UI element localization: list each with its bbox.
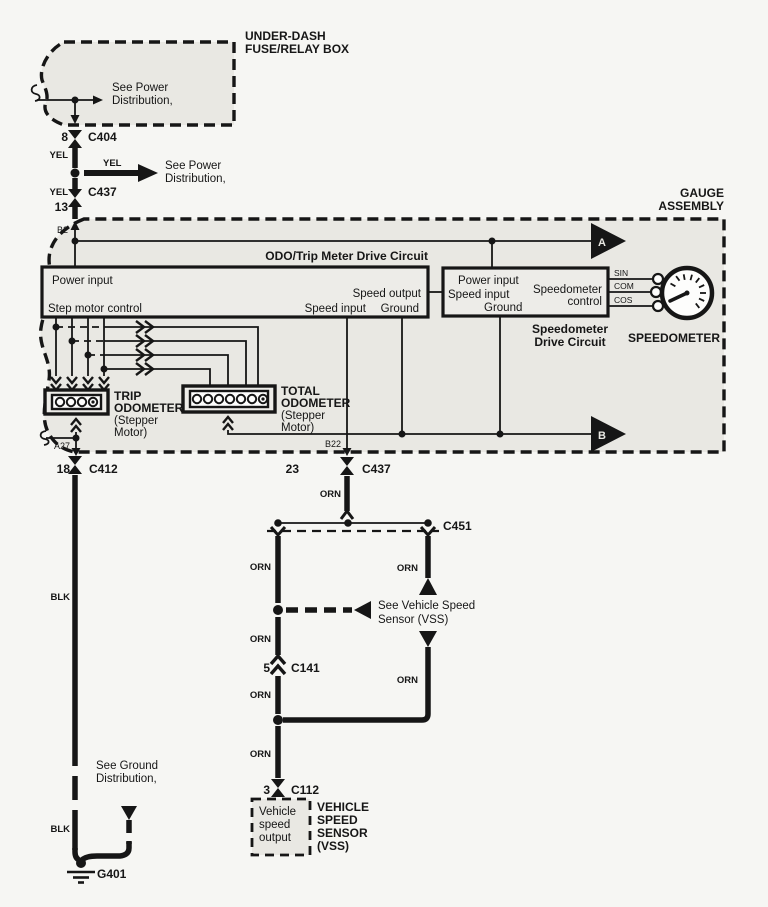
wire-color-label: ORN [319,489,341,500]
odo-drive-title: ODO/Trip Meter Drive Circuit [265,249,428,263]
wire-continuation-curl-icon [32,85,40,101]
junction-dot [344,519,352,527]
pin-speedometer-control: control [567,296,602,308]
right-arrow-icon [138,164,158,182]
junction-dot [273,605,283,615]
see-ground-note: See Ground [96,760,159,772]
pin-number: 18 [56,462,70,476]
vss-pin-label: output [259,832,291,844]
junction-dot [497,431,504,438]
pin-ground: Ground [484,302,523,314]
trip-odometer-sublabel: Motor) [114,427,148,439]
connector-c451 [267,519,472,535]
up-arrow-icon [419,578,437,595]
junction-dot [273,715,283,725]
terminal-label-com: COM [614,281,634,291]
trip-odometer-label: ODOMETER [114,401,184,415]
terminal-ring-icon [653,274,663,284]
pin-number: 13 [54,200,68,214]
trip-odometer-label: TRIP [114,389,142,403]
connector-c141-icon [271,656,285,674]
pin-number: 23 [285,462,299,476]
see-power-note: Distribution, [112,95,173,107]
speedo-drive-caption: Speedometer [531,322,609,336]
connector-label: C437 [362,462,391,476]
vss-label: SENSOR [317,826,368,840]
connector-c112-icon [271,788,285,797]
total-odometer-sublabel: (Stepper [281,410,326,422]
connector-notch-icon [271,527,285,535]
pin-label: B22 [324,439,341,449]
terminal-label-sin: SIN [614,268,629,278]
wire-color-label: ORN [396,675,418,686]
fuse-box-title: FUSE/RELAY BOX [245,42,350,56]
arrow-a-letter: A [598,237,606,249]
vss-pin-label: speed [259,819,291,831]
connector-c437-icon [340,466,354,475]
see-vss-note: Sensor (VSS) [378,614,449,626]
pin-speed-input: Speed input [448,289,510,301]
pin-number: 8 [61,130,68,144]
wire-color-label: YEL [49,187,68,198]
pin-power-input: Power input [52,275,113,287]
trip-odometer-sublabel: (Stepper [114,415,159,427]
wire-color-label: ORN [396,563,418,574]
connector-c404-icon [68,139,82,148]
vss-pin-label: Vehicle [259,806,297,818]
down-arrow-icon [121,806,137,820]
pin-power-input: Power input [458,275,519,287]
pin-step-motor-control: Step motor control [48,303,142,315]
total-odometer-sublabel: Motor) [281,422,315,434]
left-arrow-icon [354,601,371,619]
power-feed-chain [50,130,226,219]
wire-color-label: BLK [50,824,70,835]
wire-color-label: ORN [249,690,271,701]
connector-c412-icon [68,465,82,474]
vss-label: SPEED [317,813,358,827]
wire-color-label: YEL [49,150,68,161]
blk-ground-run [50,456,158,883]
pin-speedometer-control: Speedometer [532,284,602,296]
vss-label: VEHICLE [317,800,370,814]
ground-symbol-icon [67,858,95,883]
junction-dot [399,431,406,438]
gauge-assembly-title: GAUGE [679,186,724,200]
connector-c437-icon [340,457,354,466]
wire-color-label: ORN [249,749,271,760]
connector-c112-icon [271,779,285,788]
junction-dot [274,519,282,527]
connector-c412-icon [68,456,82,465]
pin-ground: Ground [380,303,419,315]
see-power-note: Distribution, [165,173,226,185]
pin-number: 3 [263,783,270,797]
vehicle-speed-sensor [252,799,369,855]
speedometer-label: SPEEDOMETER [627,331,721,345]
connector-notch-icon [421,527,435,535]
speedo-drive-caption: Drive Circuit [534,335,606,349]
gauge-assembly [41,186,724,456]
total-odometer-label: TOTAL [281,384,320,398]
pin-label: B2 [56,225,68,235]
pin-label: A27 [53,441,70,451]
ground-label: G401 [97,867,127,881]
pin-number: 5 [263,661,270,675]
wire-color-label: ORN [249,634,271,645]
connector-c404-icon [68,130,82,139]
connector-c437-icon [68,189,82,198]
fuse-box-title: UNDER-DASH [245,29,326,43]
vss-chain [250,457,475,855]
pin-speed-output: Speed output [352,288,421,300]
connector-label: C451 [443,519,472,533]
gauge-assembly-title: ASSEMBLY [658,199,724,213]
total-odometer-label: ODOMETER [281,396,351,410]
connector-label: C141 [291,661,320,675]
ground-branch-elbow [82,842,129,860]
see-power-note: See Power [112,82,169,94]
arrow-b-letter: B [598,430,606,442]
wire-color-label: ORN [249,562,271,573]
wire-end-fork-icon [341,511,353,519]
gauge-needle-hub-icon [685,291,690,296]
connector-label: C412 [89,462,118,476]
pin-speed-input: Speed input [304,303,366,315]
wire-color-label: BLK [50,592,70,603]
terminal-label-cos: COS [614,295,633,305]
connector-label: C112 [291,783,320,797]
see-vss-note: See Vehicle Speed [378,600,476,612]
fuse-relay-box [32,29,349,125]
terminal-ring-icon [651,287,661,297]
see-power-note: See Power [165,160,222,172]
connector-label: C404 [88,130,117,144]
connector-label: C437 [88,185,117,199]
see-ground-note: Distribution, [96,773,157,785]
connector-c437-icon [68,198,82,207]
junction-dot [424,519,432,527]
junction-dot [71,169,80,178]
down-arrow-icon [419,631,437,647]
wire-color-label: YEL [103,158,122,169]
vss-label: (VSS) [317,839,350,853]
